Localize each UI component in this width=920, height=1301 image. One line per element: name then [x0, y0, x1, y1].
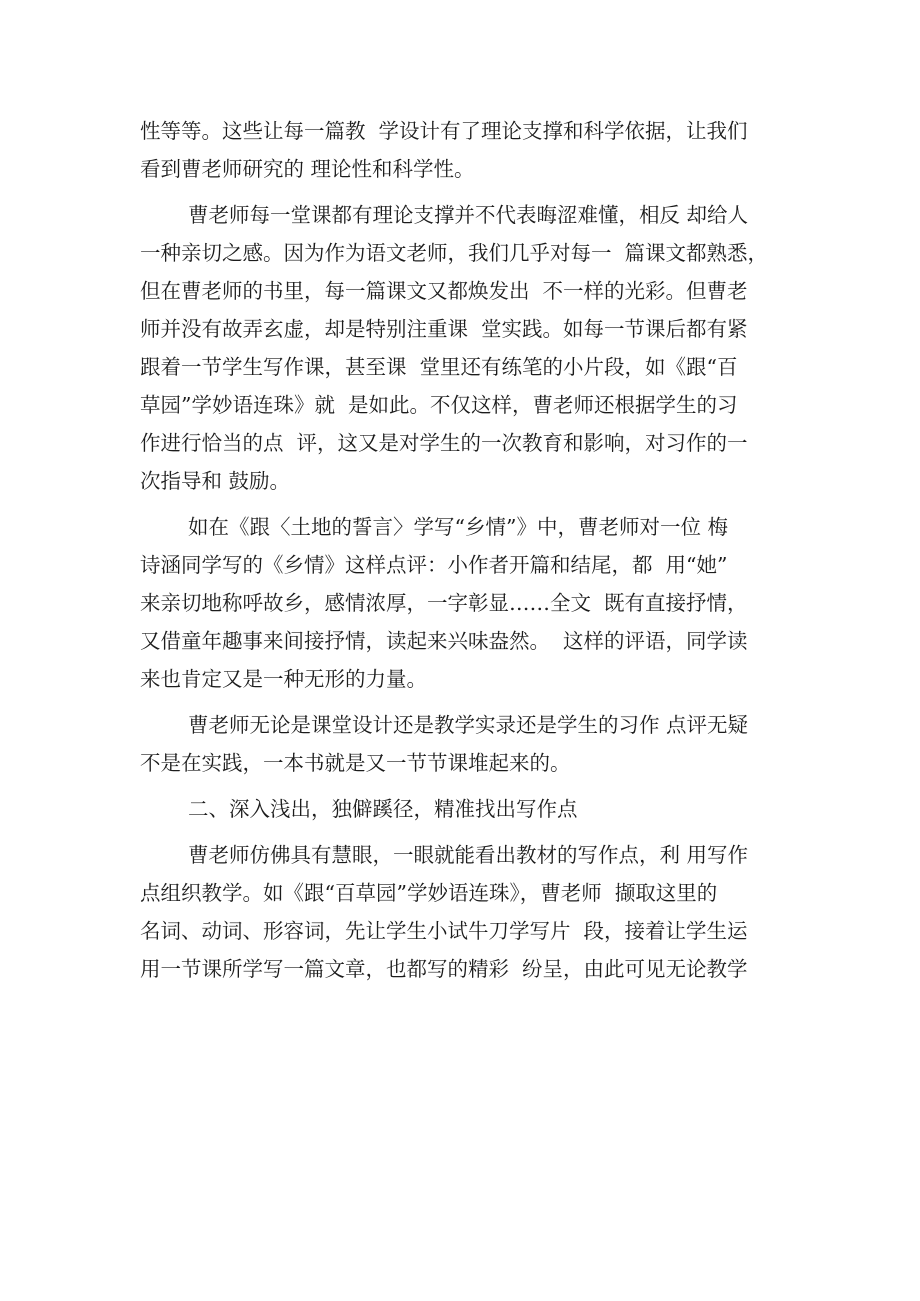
document-body: [140, 112, 800, 988]
paragraph-start-line: 如在《跟〈土地的誓言〉学写“乡情”》中，曹老师对一位 梅: [188, 515, 728, 539]
text-line: 草园”学妙语连珠》就 是如此。不仅这样，曹老师还根据学生的习: [140, 393, 738, 417]
text-line: 又借童年趣事来间接抒情，读起来兴味盎然。 这样的评语，同学读: [140, 629, 748, 653]
text-line: 作进行恰当的点 评，这又是对学生的一次教育和影响，对习作的一: [140, 431, 748, 455]
paragraph-start-line: 曹老师仿佛具有慧眼，一眼就能看出教材的写作点，利 用写作: [188, 843, 749, 867]
text-line: 看到曹老师研究的 理论性和科学性。: [140, 157, 475, 181]
section-heading: 二、深入浅出，独僻蹊径，精准找出写作点: [188, 797, 578, 821]
text-line: 性等等。这些让每一篇教 学设计有了理论支撑和科学依据，让我们: [140, 119, 748, 143]
text-line: 一种亲切之感。因为作为语文老师，我们几乎对每一 篇课文都熟悉，: [140, 241, 769, 265]
text-line: 来也肯定又是一种无形的力量。: [140, 667, 427, 691]
text-line: 不是在实践，一本书就是又一节节课堆起来的。: [140, 751, 571, 775]
text-line: 名词、动词、形容词，先让学生小试牛刀学写片 段，接着让学生运: [140, 919, 748, 943]
text-line: 用一节课所学写一篇文章，也都写的精彩 纷呈，由此可见无论教学: [140, 957, 748, 981]
paragraph-start-line: 曹老师每一堂课都有理论支撑并不代表晦涩难懂，相反 却给人: [188, 203, 749, 227]
text-line: 点组织教学。如《跟“百草园”学妙语连珠》，曹老师 撷取这里的: [140, 881, 718, 905]
text-line: 来亲切地称呼故乡，感情浓厚，一字彰显……全文 既有直接抒情，: [140, 591, 748, 615]
text-line: 次指导和 鼓励。: [140, 469, 291, 493]
text-line: 师并没有故弄玄虚，却是特别注重课 堂实践。如每一节课后都有紧: [140, 317, 748, 341]
text-line: 诗涵同学写的《乡情》这样点评：小作者开篇和结尾，都 用“她”: [140, 553, 728, 577]
paragraph-start-line: 曹老师无论是课堂设计还是教学实录还是学生的习作 点评无疑: [188, 713, 749, 737]
text-line: 跟着一节学生写作课，甚至课 堂里还有练笔的小片段，如《跟“百: [140, 355, 738, 379]
text-line: 但在曹老师的书里，每一篇课文又都焕发出 不一样的光彩。但曹老: [140, 279, 748, 303]
